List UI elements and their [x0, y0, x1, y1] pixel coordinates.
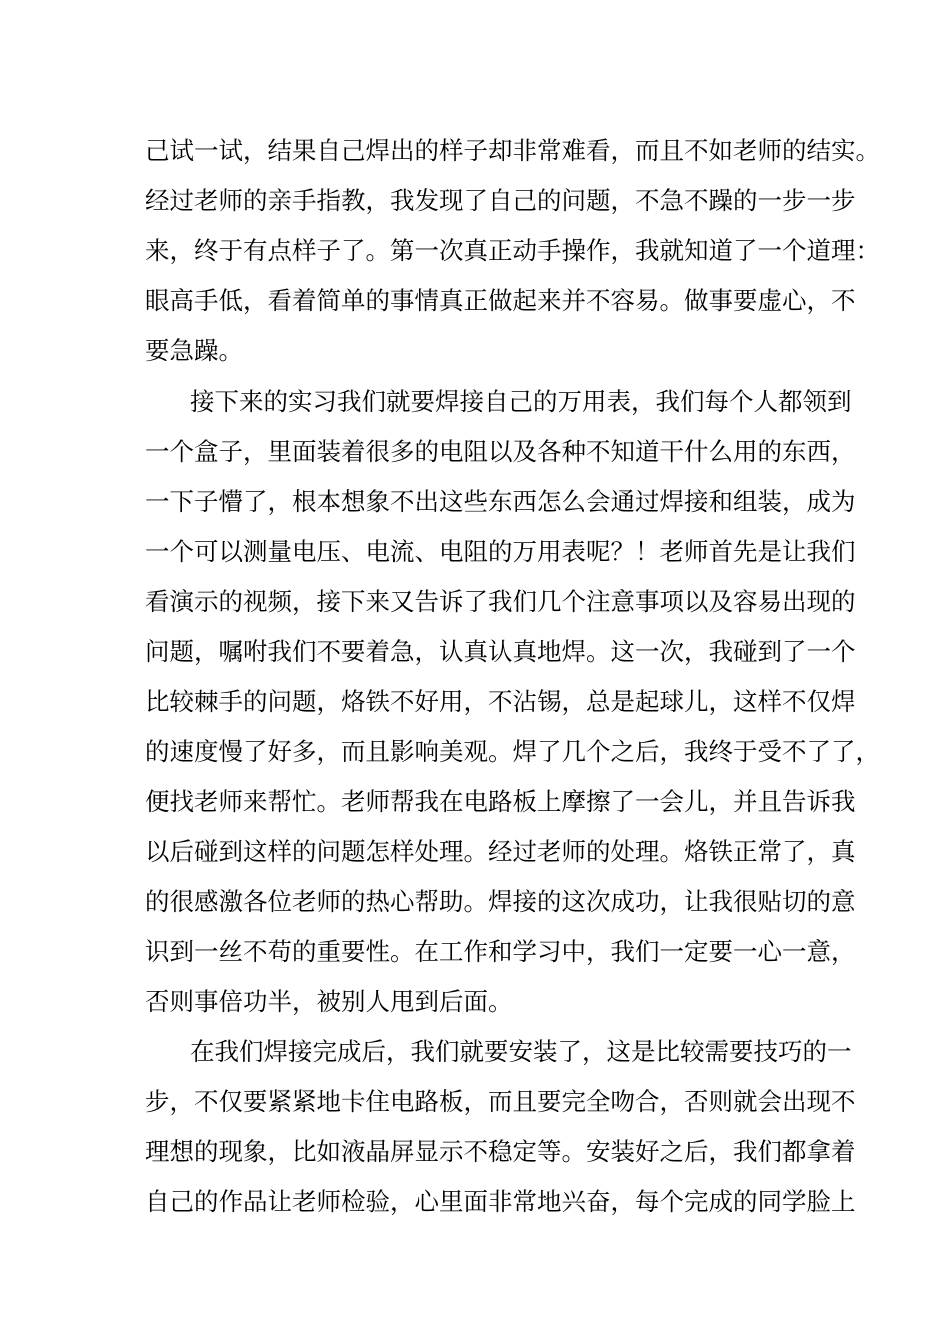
text-line: 一下子懵了，根本想象不出这些东西怎么会通过焊接和组装，成为 [145, 487, 856, 516]
text-line: 经过老师的亲手指教，我发现了自己的问题，不急不躁的一步一步 [145, 186, 856, 215]
paragraph-first-line: 在我们焊接完成后，我们就要安装了，这是比较需要技巧的一 [190, 1037, 852, 1066]
text-line: 问题，嘱咐我们不要着急，认真认真地焊。这一次，我碰到了一个 [145, 637, 856, 666]
text-line: 步，不仅要紧紧地卡住电路板，而且要完全吻合，否则就会出现不 [145, 1087, 856, 1116]
text-line: 一个可以测量电压、电流、电阻的万用表呢？！老师首先是让我们 [145, 537, 856, 566]
text-line: 一个盒子，里面装着很多的电阻以及各种不知道干什么用的东西， [145, 437, 856, 466]
text-line: 看演示的视频，接下来又告诉了我们几个注意事项以及容易出现的 [145, 587, 856, 616]
text-line: 要急躁。 [145, 336, 243, 365]
text-line: 比较棘手的问题，烙铁不好用，不沾锡，总是起球儿，这样不仅焊 [145, 687, 856, 716]
text-line: 的很感激各位老师的热心帮助。焊接的这次成功，让我很贴切的意 [145, 887, 856, 916]
text-line: 己试一试，结果自己焊出的样子却非常难看，而且不如老师的结实。 [145, 136, 880, 165]
text-line: 否则事倍功半，被别人甩到后面。 [145, 987, 513, 1016]
text-line: 的速度慢了好多，而且影响美观。焊了几个之后，我终于受不了了， [145, 737, 880, 766]
paragraph-first-line: 接下来的实习我们就要焊接自己的万用表，我们每个人都领到 [190, 387, 852, 416]
text-line: 以后碰到这样的问题怎样处理。经过老师的处理。烙铁正常了，真 [145, 837, 856, 866]
text-line: 来，终于有点样子了。第一次真正动手操作，我就知道了一个道理： [145, 236, 880, 265]
text-line: 自己的作品让老师检验，心里面非常地兴奋，每个完成的同学脸上 [145, 1187, 856, 1216]
text-line: 理想的现象，比如液晶屏显示不稳定等。安装好之后，我们都拿着 [145, 1137, 856, 1166]
text-line: 眼高手低，看着简单的事情真正做起来并不容易。做事要虚心，不 [145, 286, 856, 315]
text-line: 识到一丝不苟的重要性。在工作和学习中，我们一定要一心一意， [145, 937, 856, 966]
text-line: 便找老师来帮忙。老师帮我在电路板上摩擦了一会儿，并且告诉我 [145, 787, 856, 816]
